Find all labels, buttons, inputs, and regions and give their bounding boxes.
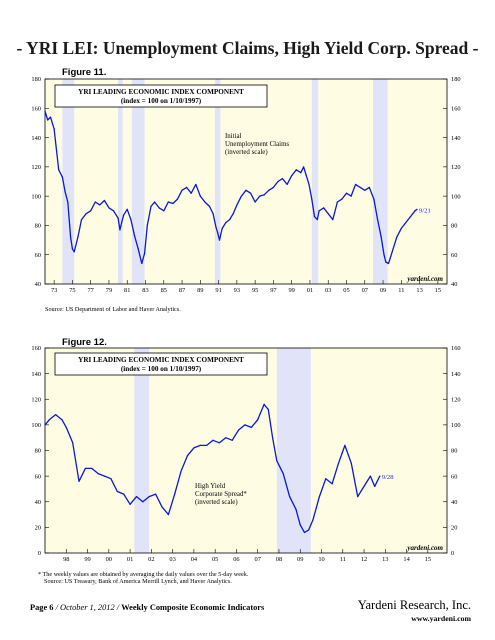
data-point [181, 470, 182, 471]
x-tick-label: 97 [270, 287, 277, 294]
end-date-label: 9/21 [419, 207, 431, 215]
figure-12-source-line: Source: US Treasury, Bank of America Merrill Lynch, and Haver Analytics. [44, 578, 232, 586]
y-tick-label-right: 100 [451, 422, 461, 430]
data-point [155, 493, 156, 494]
y-tick-label-left: 0 [37, 550, 41, 558]
data-point [206, 445, 207, 446]
data-point [325, 478, 326, 479]
y-tick-label-left: 100 [31, 422, 41, 430]
x-tick-label: 91 [215, 287, 222, 294]
data-point [295, 509, 296, 510]
x-tick-label: 03 [325, 287, 332, 294]
x-tick-label: 12 [360, 556, 368, 563]
data-point [357, 496, 358, 497]
y-tick-label-right: 120 [451, 396, 461, 404]
data-point [272, 437, 273, 438]
x-tick-label: 85 [160, 287, 167, 294]
data-point [72, 442, 73, 443]
y-tick-label-right: 40 [451, 498, 458, 506]
data-point [351, 463, 352, 464]
data-point [61, 419, 62, 420]
data-point [251, 427, 252, 428]
x-tick-label: 01 [126, 556, 134, 563]
data-point [98, 473, 99, 474]
y-tick-label-left: 80 [34, 222, 41, 230]
data-point [379, 476, 380, 477]
y-tick-label-right: 0 [451, 550, 455, 558]
data-point [149, 496, 150, 497]
series-annotation: (inverted scale) [225, 149, 268, 156]
figure-11-source: Source: US Department of Labor and Haver Analytics. [45, 306, 181, 313]
data-point [49, 419, 50, 420]
x-tick-label: 13 [416, 287, 423, 294]
x-tick-label: 99 [288, 287, 295, 294]
title-box [55, 353, 267, 375]
y-tick-label-left: 40 [34, 498, 41, 506]
x-tick-label: 11 [339, 556, 346, 563]
x-tick-label: 00 [105, 556, 113, 563]
y-tick-label-left: 140 [31, 134, 41, 142]
series-annotation: Unemployment Claims [225, 141, 290, 148]
x-tick-label: 07 [254, 556, 261, 563]
y-tick-label-left: 140 [31, 370, 41, 378]
x-tick-label: 75 [69, 287, 76, 294]
footer-sep: / [53, 603, 61, 612]
x-tick-label: 09 [379, 287, 387, 294]
y-tick-label-left: 120 [31, 164, 41, 172]
x-tick-label: 73 [50, 287, 58, 294]
data-point [238, 429, 239, 430]
y-tick-label-left: 180 [31, 76, 41, 84]
figure-11-label: Figure 11. [62, 67, 107, 78]
y-tick-label-right: 60 [451, 251, 458, 259]
y-tick-label-right: 140 [451, 370, 461, 378]
x-tick-label: 07 [361, 287, 368, 294]
x-tick-label: 93 [233, 287, 241, 294]
data-point [289, 496, 290, 497]
data-point [136, 496, 137, 497]
data-point [123, 493, 124, 494]
footer-left [30, 603, 264, 612]
data-point [370, 476, 371, 477]
data-point [200, 445, 201, 446]
y-tick-label-right: 160 [451, 345, 461, 353]
series-annotation: Corporate Spread* [195, 491, 247, 498]
data-point [268, 409, 269, 410]
y-tick-label-left: 120 [31, 396, 41, 404]
data-point [219, 442, 220, 443]
y-tick-label-left: 100 [31, 193, 41, 201]
series-annotation: Initial [225, 133, 242, 140]
y-tick-label-right: 20 [451, 524, 458, 532]
data-point [304, 532, 305, 533]
page-number: Page 6 [30, 603, 54, 612]
y-tick-label-right: 120 [451, 164, 461, 172]
data-point [276, 460, 277, 461]
title-box-line: (index = 100 on 1/10/1997) [120, 97, 202, 105]
data-point [312, 519, 313, 520]
end-date-label: 9/28 [381, 474, 394, 482]
recession-band [134, 348, 149, 553]
footer-company: Yardeni Research, Inc. [357, 598, 471, 612]
x-tick-label: 81 [124, 287, 131, 294]
data-point [300, 524, 301, 525]
data-point [168, 514, 169, 515]
data-point [257, 419, 258, 420]
footer-date: October 1, 2012 [60, 603, 115, 612]
data-point [244, 424, 245, 425]
title-box-line: YRI LEADING ECONOMIC INDEX COMPONENT [78, 356, 244, 364]
y-tick-label-left: 160 [31, 345, 41, 353]
x-tick-label: 01 [306, 287, 314, 294]
figure-12-footnote: * The weekly values are obtained by averaging the daily values over the 5-day week. [38, 571, 249, 578]
data-point [263, 404, 264, 405]
x-tick-label: 05 [343, 287, 350, 294]
data-point [225, 437, 226, 438]
x-tick-label: 15 [434, 287, 442, 294]
x-tick-label: 79 [105, 287, 113, 294]
data-point [212, 440, 213, 441]
data-point [308, 529, 309, 530]
figure-12-source [38, 571, 248, 586]
data-point [174, 493, 175, 494]
x-tick-label: 15 [424, 556, 432, 563]
x-tick-label: 04 [190, 556, 198, 563]
data-point [104, 476, 105, 477]
x-tick-label: 14 [403, 556, 410, 563]
page-title: - YRI LEI: Unemployment Claims, High Yield Corp. Spread - [16, 38, 479, 58]
y-tick-label-right: 180 [451, 76, 461, 84]
x-tick-label: 08 [275, 556, 283, 563]
data-point [117, 491, 118, 492]
data-point [232, 440, 233, 441]
data-point [374, 486, 375, 487]
y-tick-label-left: 160 [31, 105, 41, 113]
data-point [66, 427, 67, 428]
y-tick-label-left: 60 [34, 473, 41, 481]
title-box-line: (index = 100 on 1/10/1997) [120, 365, 202, 373]
y-tick-label-left: 60 [34, 251, 41, 259]
watermark: yardeni.com [407, 544, 443, 552]
x-tick-label: 89 [197, 287, 204, 294]
data-point [142, 501, 143, 502]
y-tick-label-right: 100 [451, 193, 461, 201]
data-point [363, 486, 364, 487]
data-point [193, 447, 194, 448]
x-tick-label: 87 [178, 287, 186, 294]
x-tick-label: 99 [84, 556, 91, 563]
data-point [129, 504, 130, 505]
data-point [55, 414, 56, 415]
x-tick-label: 83 [142, 287, 149, 294]
y-tick-label-right: 140 [451, 134, 461, 142]
y-tick-label-left: 20 [34, 524, 41, 532]
y-tick-label-left: 80 [34, 447, 41, 455]
y-tick-label-left: 40 [34, 281, 41, 289]
figure-12-label: Figure 12. [62, 337, 107, 348]
data-point [319, 496, 320, 497]
footer-url: www.yardeni.com [411, 614, 471, 623]
x-tick-label: 10 [318, 556, 325, 563]
x-tick-label: 06 [233, 556, 240, 563]
x-tick-label: 03 [169, 556, 176, 563]
data-point [332, 483, 333, 484]
title-box-line: YRI LEADING ECONOMIC INDEX COMPONENT [78, 88, 244, 96]
y-tick-label-right: 160 [451, 105, 461, 113]
footer-publication: Weekly Composite Economic Indicators [121, 603, 265, 612]
data-point [161, 506, 162, 507]
x-tick-label: 13 [382, 556, 389, 563]
y-tick-label-right: 40 [451, 281, 458, 289]
data-point [344, 445, 345, 446]
x-tick-label: 95 [251, 287, 259, 294]
x-tick-label: 02 [148, 556, 155, 563]
x-tick-label: 11 [398, 287, 405, 294]
series-annotation: (inverted scale) [195, 499, 238, 506]
y-tick-label-right: 80 [451, 222, 458, 230]
y-tick-label-right: 60 [451, 473, 458, 481]
data-point [44, 424, 45, 425]
plot-background [45, 348, 447, 553]
y-tick-label-right: 80 [451, 447, 458, 455]
recession-band [277, 348, 311, 553]
x-tick-label: 98 [63, 556, 70, 563]
x-tick-label: 05 [211, 556, 219, 563]
data-point [91, 468, 92, 469]
data-point [283, 473, 284, 474]
data-point [78, 481, 79, 482]
x-tick-label: 09 [297, 556, 304, 563]
data-point [85, 468, 86, 469]
watermark: yardeni.com [407, 275, 443, 283]
series-annotation: High Yield [195, 483, 226, 490]
footer-sep: / [114, 603, 122, 612]
data-point [187, 455, 188, 456]
data-point [338, 463, 339, 464]
x-tick-label: 77 [87, 287, 94, 294]
data-point [110, 478, 111, 479]
